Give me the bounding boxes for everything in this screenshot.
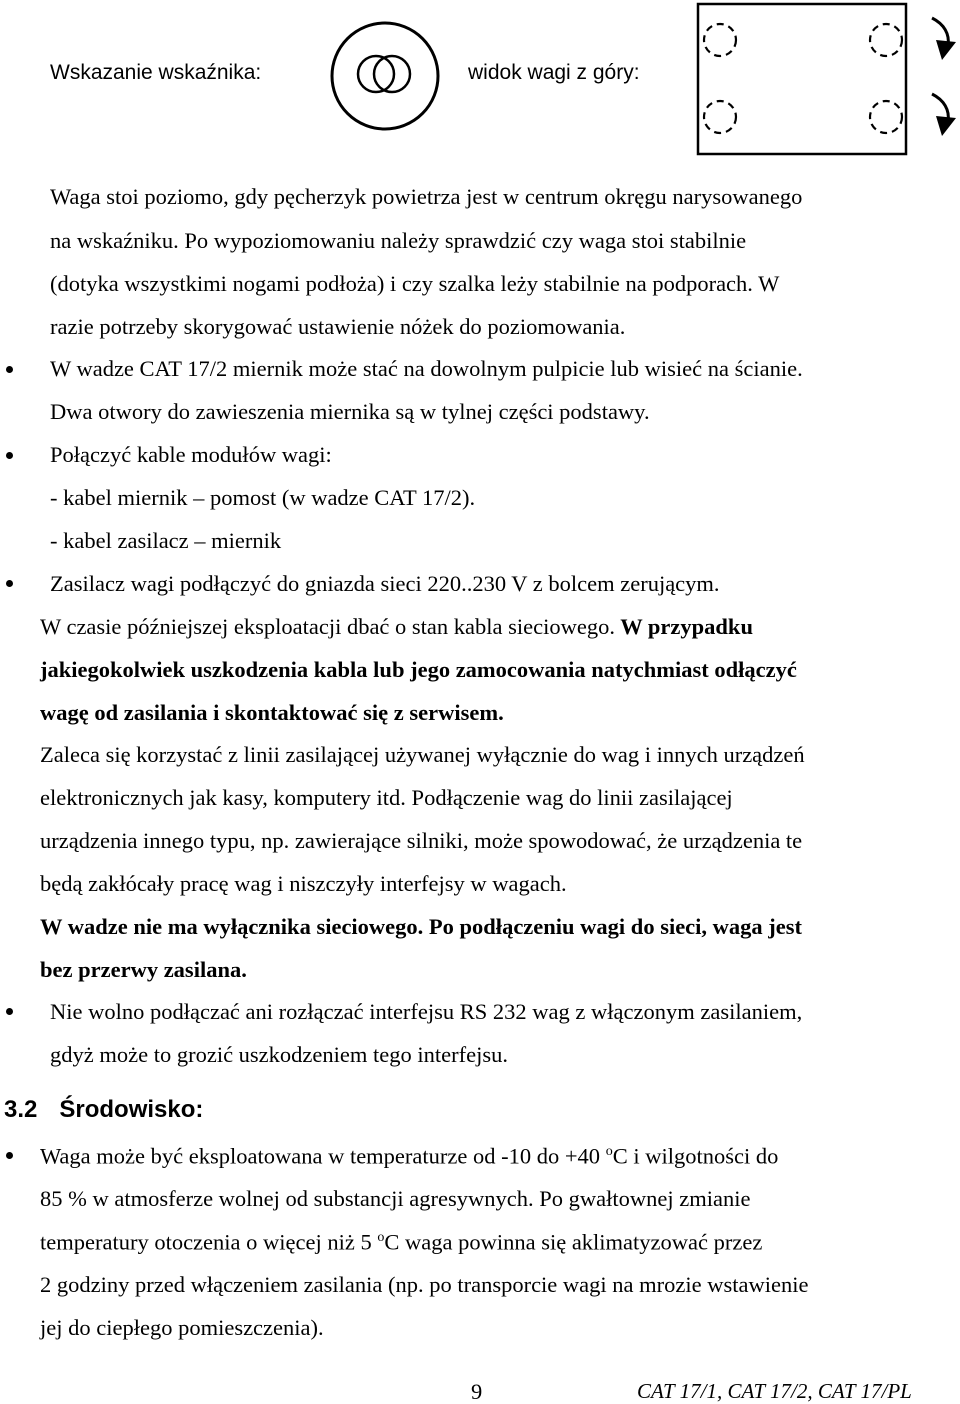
environment-text-line-1 (40, 1145, 778, 1168)
power-text-line-1-bold: W przypadku (614, 614, 753, 639)
top-view-label: widok wagi z góry: (468, 61, 640, 84)
bullet-power (6, 580, 13, 587)
cables-text-line-1: Połączyć kable modułów wagi: (50, 442, 332, 467)
level-text-line-2: na wskaźniku. Po wypoziomowaniu należy sprawdzić czy waga stoi stabilnie (50, 228, 747, 253)
bullet-environment (6, 1152, 13, 1159)
cables-text-line-3: - kabel zasilacz – miernik (50, 528, 282, 553)
mount-text-line-1: W wadze CAT 17/2 miernik może stać na dowolnym pulpicie lub wisieć na ścianie. (50, 356, 803, 381)
environment-text-line-5: jej do ciepłego pomieszczenia). (40, 1315, 324, 1340)
environment-text-line-2: 85 % w atmosferze wolnej od substancji agresywnych. Po gwałtownej zmianie (40, 1186, 751, 1211)
mount-text-line-2: Dwa otwory do zawieszenia miernika są w tylnej części podstawy. (50, 399, 650, 424)
environment-text-line-3 (40, 1231, 762, 1254)
bullet-mount (6, 366, 13, 373)
indicator-bubble-left (358, 56, 394, 92)
section-number: 3.2 (4, 1096, 38, 1123)
foot-top-right-icon (870, 24, 902, 56)
indicator-label: Wskazanie wskaźnika: (50, 61, 262, 84)
section-title: Środowisko: (59, 1096, 204, 1123)
env-l1-degree: o (605, 1144, 613, 1159)
power-text-line-3: wagę od zasilania i skontaktować się z serwisem. (40, 700, 504, 725)
env-l3-post: C waga powinna się aklimatyzować przez (384, 1229, 763, 1255)
env-l1-pre: Waga może być eksploatowana w temperaturze od -10 do +40 (40, 1143, 606, 1169)
foot-bottom-left-icon (704, 101, 736, 133)
foot-bottom-right-icon (870, 101, 902, 133)
page-number: 9 (471, 1379, 483, 1404)
power-text-line-8: W wadze nie ma wyłącznika sieciowego. Po podłączeniu wagi do sieci, waga jest (40, 914, 803, 939)
rotate-arrow-bottom-icon (932, 94, 956, 136)
power-text-line-4: Zaleca się korzystać z linii zasilającej używanej wyłącznie do wag i innych urządzeń (40, 742, 805, 767)
foot-top-left-icon (704, 24, 736, 56)
power-text-line-1-normal: W czasie późniejszej eksploatacji dbać o stan kabla sieciowego. (40, 614, 615, 639)
env-l1-post: C i wilgotności do (612, 1143, 779, 1169)
indicator-outer-circle (332, 23, 438, 129)
indicator-bubble-right (374, 56, 410, 92)
cables-text-line-2: - kabel miernik – pomost (w wadze CAT 17/2). (50, 485, 476, 510)
bullet-rs232 (6, 1008, 13, 1015)
section-heading (4, 1098, 203, 1122)
power-text-line-6: urządzenia innego typu, np. zawierające silniki, może spowodować, że urządzenia te (40, 828, 803, 853)
power-text-line-5: elektronicznych jak kasy, komputery itd. Podłączenie wag do linii zasilającej (40, 785, 733, 810)
power-text-line-9: bez przerwy zasilana. (40, 957, 247, 982)
power-text-line-1 (40, 616, 753, 639)
level-indicator-figure (330, 18, 450, 138)
rs232-text-line-2: gdyż może to grozić uszkodzeniem tego interfejsu. (50, 1042, 508, 1067)
level-text-line-1: Waga stoi poziomo, gdy pęcherzyk powietrza jest w centrum okręgu narysowanego (50, 184, 803, 209)
env-l3-pre: temperatury otoczenia o więcej niż 5 (40, 1229, 378, 1255)
rotate-arrow-top-icon (932, 18, 956, 60)
power-text-line-2: jakiegokolwiek uszkodzenia kabla lub jego zamocowania natychmiast odłączyć (40, 657, 797, 682)
rs232-text-line-1: Nie wolno podłączać ani rozłączać interfejsu RS 232 wag z włączonym zasilaniem, (50, 999, 803, 1024)
environment-text-line-4: 2 godziny przed włączeniem zasilania (np. po transporcie wagi na mrozie wstawienie (40, 1272, 809, 1297)
power-text-line-7: będą zakłócały pracę wag i niszczyły interfejsy w wagach. (40, 871, 567, 896)
level-text-line-3: (dotyka wszystkimi nogami podłoża) i czy szalka leży stabilnie na podporach. W (50, 271, 780, 296)
footer-models: CAT 17/1, CAT 17/2, CAT 17/PL (637, 1379, 912, 1403)
bullet-cables (6, 452, 13, 459)
env-l3-degree: o (377, 1230, 385, 1245)
scale-top-view-figure (692, 2, 960, 162)
power-supply-text: Zasilacz wagi podłączyć do gniazda sieci 220..230 V z bolcem zerującym. (50, 571, 720, 596)
level-text-line-4: razie potrzeby skorygować ustawienie nóżek do poziomowania. (50, 314, 626, 339)
